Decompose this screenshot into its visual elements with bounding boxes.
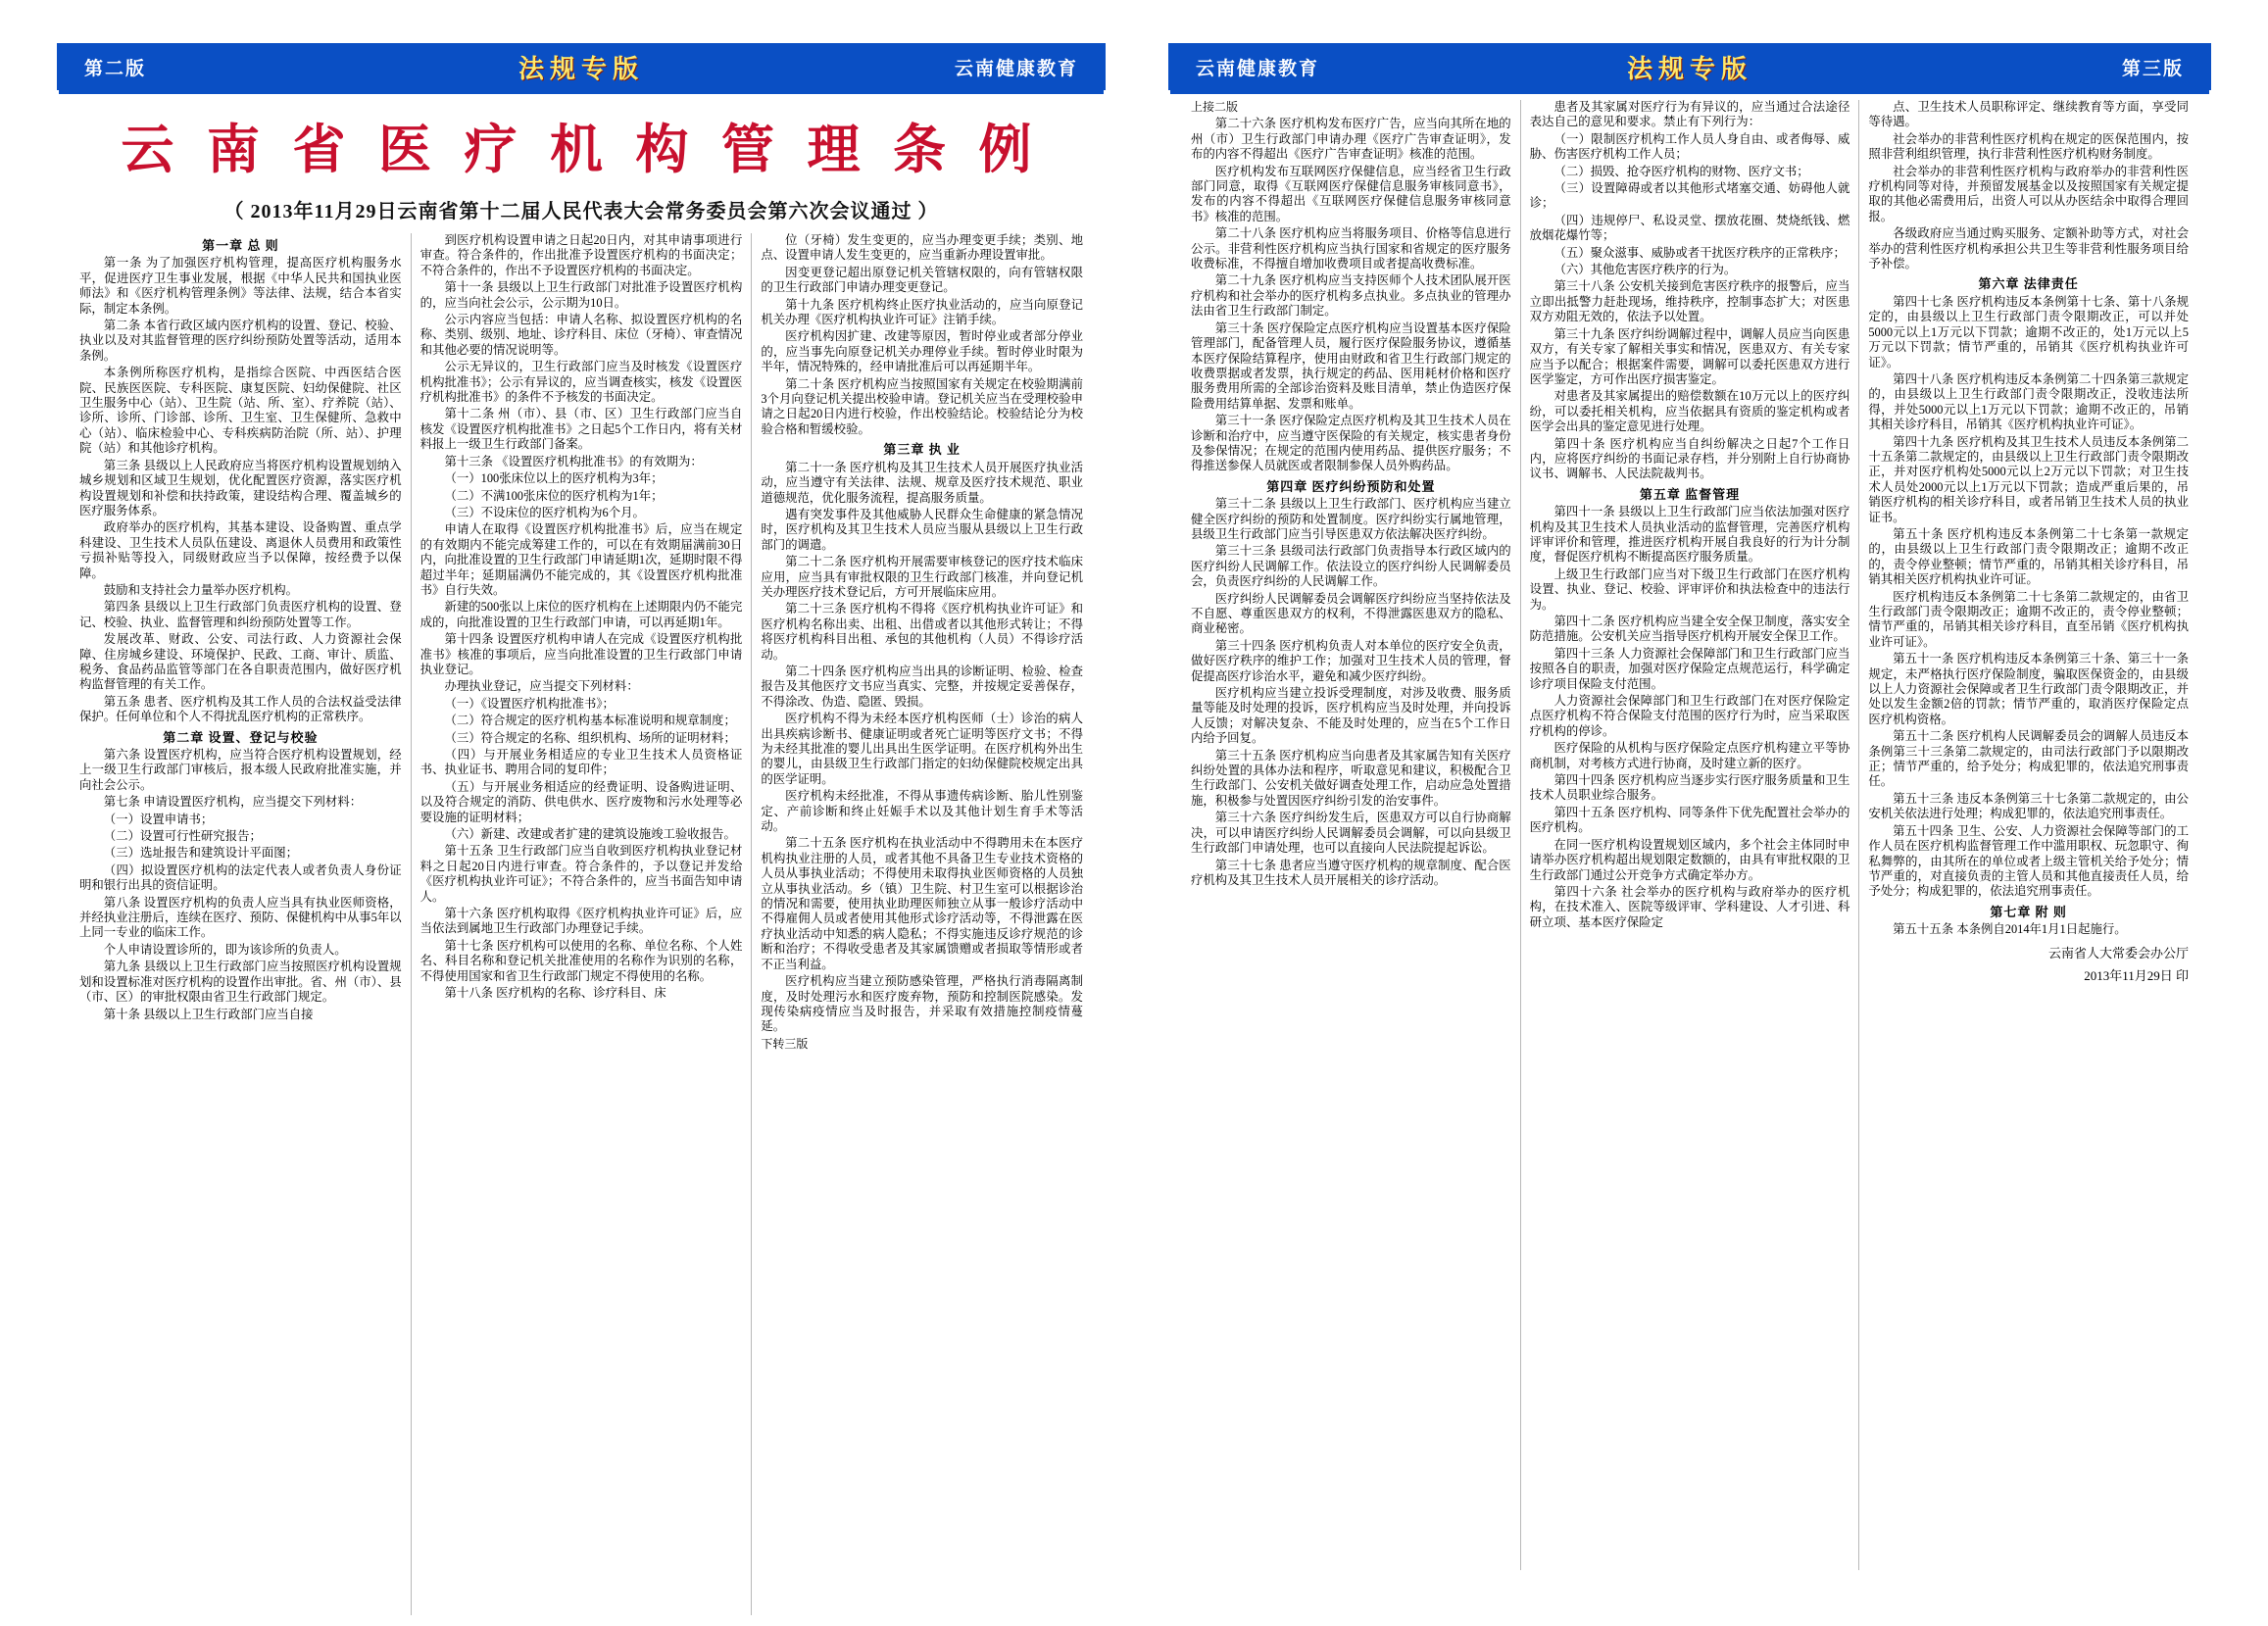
body-paragraph: 发展改革、财政、公安、司法行政、人力资源社会保障、住房城乡建设、环境保护、民政、工商、审计、质监、税务、食品药品监管等部门在各自职责范围内，做好医疗机构监督管理的有关工作。: [79, 632, 402, 692]
body-paragraph: 第十四条 设置医疗机构申请人在完成《设置医疗机构批准书》核准的事项后，应当向批准设置的卫生行政部门申请执业登记。: [419, 632, 743, 676]
body-paragraph: 第十二条 州（市）、县（市、区）卫生行政部门应当自核发《设置医疗机构批准书》之日起5个工作日内，将有关材料报上一级卫生行政部门备案。: [419, 407, 743, 452]
section-heading: 第七章 附 则: [1990, 904, 2067, 919]
body-paragraph: 个人申请设置诊所的，即为该诊所的负责人。: [103, 942, 347, 957]
body-paragraph: 医疗机构发布互联网医疗保健信息，应当经省卫生行政部门同意，取得《互联网医疗保健信息服务审核同意书》，发布的内容不得超出《互联网医疗保健信息服务审核同意书》核准的范围。: [1191, 164, 1511, 223]
body-paragraph: 对患者及其家属提出的赔偿数额在10万元以上的医疗纠纷，可以委托相关机构，应当依据具有资质的鉴定机构或者医学会出具的鉴定意见进行处理。: [1529, 389, 1850, 434]
body-paragraph: 新建的500张以上床位的医疗机构在上述期限内仍不能完成的，向批准设置的卫生行政部门申请，可以再延期1年。: [419, 600, 743, 629]
body-paragraph: 第二十条 医疗机构应当按照国家有关规定在校验期满前3个月向登记机关提出校验申请。登记机关应当在受理校验申请之日起20日内进行校验，作出校验结论。校验结论分为校验合格和暂缓校验。: [761, 376, 1084, 436]
body-paragraph: 社会举办的非营利性医疗机构在规定的医保范围内，按照非营利组织管理，执行非营利性医疗机构财务制度。: [1868, 131, 2190, 162]
body-paragraph: （四）拟设置医疗机构的法定代表人或者负责人身份证明和银行出具的资信证明。: [79, 862, 402, 893]
body-paragraph: 第三十一条 医疗保险定点医疗机构及其卫生技术人员在诊断和治疗中，应当遵守医保险的有关规定，核实患者身份及参保情况；在规定的范围内使用药品、提供医疗服务；不得推送参保人员就医或者限制参保人员外购药品。: [1191, 414, 1511, 473]
body-paragraph: （一）设置申请书；: [103, 812, 214, 826]
body-paragraph: 各级政府应当通过购买服务、定额补助等方式，对社会举办的营利性医疗机构承担公共卫生等非营利性服务项目给予补偿。: [1868, 226, 2190, 271]
body-paragraph: 第一条 为了加强医疗机构管理，提高医疗机构服务水平，促进医疗卫生事业发展，根据《中华人民共和国执业医师法》和《医疗机构管理条例》等法律、法规，结合本省实际，制定本条例。: [79, 256, 402, 316]
body-paragraph: 医疗机构应当建立预防感染管理，严格执行消毒隔离制度，及时处理污水和医疗废弃物，预防和控制医院感染。发现传染病疫情应当及时报告，并采取有效措施控制疫情蔓延。: [761, 974, 1084, 1034]
body-paragraph: （五）与开展业务相适应的经费证明、设备购进证明、以及符合规定的消防、供电供水、医疗废物和污水处理等必要设施的证明材料；: [419, 779, 743, 824]
body-paragraph: 第三十条 医疗保险定点医疗机构应当设置基本医疗保险管理部门，配备管理人员，履行医疗保险服务协议，遵循基本医疗保险结算程序，使用由财政和省卫生行政部门规定的收费票据或者发票，执行规定的药品、医用耗材价格和医疗服务费用所需的全部诊治资料及账目清单，禁止伪造医疗保险费用结算单据、发票和账单。: [1191, 320, 1511, 411]
body-paragraph: 云南省人大常委会办公厅: [2048, 945, 2190, 961]
body-paragraph: 第三十六条 医疗纠纷发生后，医患双方可以自行协商解决，可以申请医疗纠纷人民调解委员会调解，可以向县级卫生行政部门申请处理，也可以直接向人民法院提起诉讼。: [1191, 811, 1511, 856]
body-paragraph: （二）不满100张床位的医疗机构为1年；: [444, 488, 664, 503]
body-paragraph: 第十条 县级以上卫生行政部门应当自接: [103, 1007, 314, 1021]
body-paragraph: 遇有突发事件及其他威胁人民群众生命健康的紧急情况时，医疗机构及其卫生技术人员应当服从县级以上卫生行政部门的调遣。: [761, 507, 1084, 552]
body-paragraph: （一）100张床位以上的医疗机构为3年；: [444, 471, 664, 486]
body-paragraph: 点、卫生技术人员职称评定、继续教育等方面，享受同等待遇。: [1868, 100, 2190, 129]
body-paragraph: 第四十七条 医疗机构违反本条例第十七条、第十八条规定的，由县级以上卫生行政部门责令限期改正，可以并处5000元以上1万元以下罚款；逾期不改正的，处1万元以上5万元以下罚款；情节严重的，吊销其《医疗机构执业许可证》。: [1868, 294, 2190, 370]
body-paragraph: 第四十一条 县级以上卫生行政部门应当依法加强对医疗机构及其卫生技术人员执业活动的监督管理，完善医疗机构评审评价和管理，推进医疗机构开展自我良好的行为计分制度，督促医疗机构不断提高医疗服务质量。: [1529, 505, 1850, 565]
body-paragraph: 第四十三条 人力资源社会保障部门和卫生行政部门应当按照各自的职责，加强对医疗保险定点规范运行，科学确定诊疗项目保险支付范围。: [1529, 646, 1850, 691]
section-heading: 第一章 总 则: [202, 238, 279, 253]
section-heading: 第二章 设置、登记与校验: [163, 729, 319, 745]
body-paragraph: 第三十七条 患者应当遵守医疗机构的规章制度、配合医疗机构及其卫生技术人员开展相关的诊疗活动。: [1191, 858, 1511, 887]
body-paragraph: 医疗机构因扩建、改建等原因，暂时停业或者部分停业的，应当事先向原登记机关办理停业手续。暂时停业时限为半年，情况特殊的，经申请批准后可以再延期半年。: [761, 329, 1084, 374]
body-paragraph: 第十八条 医疗机构的名称、诊疗科目、床: [444, 986, 666, 1001]
body-paragraph: 医疗机构不得为未经本医疗机构医师（士）诊治的病人出具疾病诊断书、健康证明或者死亡证明等医疗文书；不得为未经其批准的婴儿出具出生医学证明。在医疗机构外出生的婴儿，由县级卫生行政部门指定的妇幼保健院校规定出具的医学证明。: [761, 712, 1084, 786]
body-paragraph: 第四十八条 医疗机构违反本条例第二十四条第三款规定的，由县级以上卫生行政部门责令限期改正，没收违法所得，并处5000元以上1万元以下罚款；逾期不改正的，吊销其相关诊疗科目，吊销其《医疗机构执业许可证》。: [1868, 371, 2190, 432]
left-sheet: [57, 43, 1106, 1590]
body-paragraph: 第二十六条 医疗机构发布医疗广告，应当向其所在地的州（市）卫生行政部门申请办理《医疗广告审查证明》，发布的内容不得超出《医疗广告审查证明》核准的范围。: [1191, 117, 1511, 162]
body-paragraph: 第四十六条 社会举办的医疗机构与政府举办的医疗机构，在技术准入、医院等级评审、学科建设、人才引进、科研立项、基本医疗保险定: [1529, 884, 1850, 929]
body-paragraph: 第二十三条 医疗机构不得将《医疗机构执业许可证》和医疗机构名称出卖、出租、出借或者以其他形式转让；不得将医疗机构科目出租、承包的其他机构（人员）不得诊疗活动。: [761, 602, 1084, 662]
section-heading: 第五章 监督管理: [1639, 486, 1741, 502]
body-paragraph: 医疗机构未经批准，不得从事遗传病诊断、胎儿性别鉴定、产前诊断和终止妊娠手术以及其他计划生育手术等活动。: [761, 789, 1084, 834]
section-heading: 第三章 执 业: [883, 442, 961, 458]
body-paragraph: 第十九条 医疗机构终止医疗执业活动的，应当向原登记机关办理《医疗机构执业许可证》注销手续。: [761, 297, 1084, 327]
left-column-3: [752, 233, 1092, 1615]
body-paragraph: 第十五条 卫生行政部门应当自收到医疗机构执业登记材料之日起20日内进行审查。符合条件的，予以登记并发给《医疗机构执业许可证》；不符合条件的，应当书面告知申请人。: [419, 844, 743, 904]
right-columns: [1168, 100, 2211, 1570]
body-paragraph: 第二条 本省行政区域内医疗机构的设置、登记、校验、执业以及对其监督管理的医疗纠纷预防处置等活动，适用本条例。: [79, 319, 402, 363]
body-paragraph: 第六条 设置医疗机构，应当符合医疗机构设置规划，经上一级卫生行政部门审核后，报本级人民政府批准实施，并向社会公示。: [79, 748, 402, 792]
right-edition-label: 第三版: [2121, 58, 2184, 79]
body-paragraph: 政府举办的医疗机构，其基本建设、设备购置、重点学科建设、卫生技术人员队伍建设、离退休人员费用和政策性亏损补贴等投入，同级财政应当予以保障，按经费予以保障。: [79, 520, 402, 580]
body-paragraph: 2013年11月29日 印: [2084, 967, 2190, 983]
body-paragraph: 申请人在取得《设置医疗机构批准书》后，应当在规定的有效期内不能完成筹建工作的，可以在有效期届满前30日内，向批准设置的卫生行政部门申请延期1次，延期时限不得超过半年；延期届满仍不能完成的，其《设置医疗机构批准书》自行失效。: [419, 522, 743, 597]
body-paragraph: （三）符合规定的名称、组织机构、场所的证明材料；: [444, 730, 736, 745]
body-paragraph: （三）不设床位的医疗机构为6个月。: [444, 505, 645, 519]
body-paragraph: 下转三版: [761, 1036, 809, 1051]
body-paragraph: 医疗机构违反本条例第二十七条第二款规定的，由省卫生行政部门责令限期改正；逾期不改正的，责令停业整顿；情节严重的，吊销其相关诊疗科目，直至吊销《医疗机构执业许可证》。: [1868, 589, 2190, 649]
body-paragraph: 办理执业登记，应当提交下列材料：: [444, 679, 639, 694]
left-edition-label: 第二版: [84, 58, 147, 79]
body-paragraph: 第四十九条 医疗机构及其卫生技术人员违反本条例第二十五条第二款规定的，由县级以上卫生行政部门责令限期改正，并对医疗机构处5000元以上2万元以下罚款；对卫生技术人员处2000元以上1万元以下罚款；造成严重后果的，吊销医疗机构的相关诊疗科目，或者吊销卫生技术人员的执业证书。: [1868, 434, 2190, 524]
body-paragraph: （二）符合规定的医疗机构基本标准说明和规章制度；: [444, 714, 736, 728]
body-paragraph: 上级卫生行政部门应当对下级卫生行政部门在医疗机构设置、执业、登记、校验、评审评价和执法检查中的违法行为。: [1529, 567, 1850, 612]
body-paragraph: （一）《设置医疗机构批准书》；: [444, 696, 615, 711]
body-paragraph: 在同一医疗机构设置规划区域内，多个社会主体同时申请举办医疗机构超出规划限定数额的，由具有审批权限的卫生行政部门通过公开竞争方式确定举办方。: [1529, 837, 1850, 882]
body-paragraph: 第四条 县级以上卫生行政部门负责医疗机构的设置、登记、校验、执业、监督管理和纠纷预防处置等工作。: [79, 600, 402, 629]
document-title: 云 南 省 医 疗 机 构 管 理 条 例: [121, 121, 1042, 179]
left-column-2: [412, 233, 753, 1615]
body-paragraph: 第五十二条 医疗机构人民调解委员会的调解人员违反本条例第三十三条第二款规定的，由司法行政部门予以限期改正；情节严重的，给予处分；构成犯罪的，依法追究刑事责任。: [1868, 729, 2190, 789]
body-paragraph: 第五十三条 违反本条例第三十七条第二款规定的，由公安机关依法进行处理；构成犯罪的，依法追究刑事责任。: [1868, 791, 2190, 821]
body-paragraph: 医疗纠纷人民调解委员会调解医疗纠纷应当坚持依法及不自愿、尊重医患双方的权利，不得泄露医患双方的隐私、商业秘密。: [1191, 591, 1511, 636]
body-paragraph: 第四十条 医疗机构应当自纠纷解决之日起7个工作日内，应将医疗纠纷的书面记录存档，并分别附上自行协商协议书、调解书、人民法院裁判书。: [1529, 436, 1850, 481]
body-paragraph: 第三十五条 医疗机构应当向患者及其家属告知有关医疗纠纷处置的具体办法和程序，听取意见和建议，积极配合卫生行政部门、公安机关做好调查处理工作，启动应急处置措施，积极参与处置因医疗纠纷引发的治安事件。: [1191, 748, 1511, 808]
right-column-3: [1859, 100, 2197, 1570]
right-column-1: [1182, 100, 1521, 1570]
left-masthead-title: 法规专版: [518, 53, 644, 83]
body-paragraph: （二）设置可行性研究报告；: [103, 829, 262, 844]
body-paragraph: 第三条 县级以上人民政府应当将医疗机构设置规划纳入城乡规划和区域卫生规划，优化配置医疗资源，落实医疗机构设置规划和补偿和扶持政策，建设结构合理、覆盖城乡的医疗服务体系。: [79, 458, 402, 517]
body-paragraph: （四）与开展业务相适应的专业卫生技术人员资格证书、执业证书、聘用合同的复印件；: [419, 748, 743, 777]
section-heading: 第四章 医疗纠纷预防和处置: [1266, 478, 1436, 494]
body-paragraph: （六）新建、改建或者扩建的建筑设施竣工验收报告。: [444, 827, 736, 842]
body-paragraph: 位（牙椅）发生变更的，应当办理变更手续；类别、地点、设置申请人发生变更的，应当重新办理设置审批。: [761, 233, 1084, 263]
body-paragraph: 医疗机构应当建立投诉受理制度，对涉及收费、服务质量等能及时处理的投诉，医疗机构应当及时处理，并向投诉人反馈；对解决复杂、不能及时处理的，应当在5个工作日内给予回复。: [1191, 686, 1511, 746]
body-paragraph: 第七条 申请设置医疗机构，应当提交下列材料：: [103, 795, 363, 810]
body-paragraph: 第九条 县级以上卫生行政部门应当按照医疗机构设置规划和设置标准对医疗机构的设置作出审批。省、州（市）、县（市、区）的审批权限由省卫生行政部门规定。: [79, 960, 402, 1005]
left-column-1: [71, 233, 412, 1615]
left-columns: [57, 233, 1106, 1615]
body-paragraph: 第二十八条 医疗机构应当将服务项目、价格等信息进行公示。非营利性医疗机构应当执行国家和省规定的医疗服务收费标准，不得擅自增加收费项目或者提高收费标准。: [1191, 226, 1511, 271]
body-paragraph: （一）限制医疗机构工作人员人身自由、或者侮辱、威胁、伤害医疗机构工作人员；: [1529, 131, 1850, 162]
body-paragraph: 第三十三条 县级司法行政部门负责指导本行政区域内的医疗纠纷人民调解工作。依法设立的医疗纠纷人民调解委员会，负责医疗纠纷的人民调解工作。: [1191, 544, 1511, 589]
body-paragraph: （二）损毁、抢夺医疗机构的财物、医疗文书；: [1553, 164, 1809, 178]
body-paragraph: 第十一条 县级以上卫生行政部门对批准予设置医疗机构的，应当向社会公示，公示期为10日。: [419, 280, 743, 310]
body-paragraph: （五）聚众滋事、威胁或者干扰医疗秩序的正常秩序；: [1553, 245, 1846, 260]
left-masthead: [57, 43, 1106, 90]
body-paragraph: 第五条 患者、医疗机构及其工作人员的合法权益受法律保护。任何单位和个人不得扰乱医疗机构的正常秩序。: [79, 694, 402, 724]
right-masthead-title: 法规专版: [1626, 53, 1752, 83]
body-paragraph: （六）其他危害医疗秩序的行为。: [1553, 263, 1737, 277]
body-paragraph: 第十三条 《设置医疗机构批准书》的有效期为：: [444, 454, 703, 468]
body-paragraph: 第三十四条 医疗机构负责人对本单位的医疗安全负责，做好医疗秩序的维护工作；加强对卫生技术人员的管理，督促提高医疗诊治水平，避免和减少医疗纠纷。: [1191, 638, 1511, 683]
body-paragraph: 因变更登记超出原登记机关管辖权限的，向有管辖权限的卫生行政部门申请办理变更登记。: [761, 265, 1084, 295]
body-paragraph: 第三十八条 公安机关接到危害医疗秩序的报警后，应当立即出抵警力赶赴现场，维持秩序，控制事态扩大；对医患双方劝阻无效的，依法予以处置。: [1529, 279, 1850, 324]
body-paragraph: 第四十四条 医疗机构应当逐步实行医疗服务质量和卫生技术人员职业综合服务。: [1529, 773, 1850, 803]
body-paragraph: 鼓励和支持社会力量举办医疗机构。: [103, 582, 299, 597]
document-subtitle: （ 2013年11月29日云南省第十二届人民代表大会常务委员会第六次会议通过 ）: [223, 201, 939, 222]
body-paragraph: 公示内容应当包括：申请人名称、拟设置医疗机构的名称、类别、级别、地址、诊疗科目、床位（牙椅）、审查情况和其他必要的情况说明等。: [419, 313, 743, 357]
body-paragraph: 第十七条 医疗机构可以使用的名称、单位名称、个人姓名、科目名称和登记机关批准使用的名称作为识别的名称，不得使用国家和省卫生行政部门规定不得使用的名称。: [419, 938, 743, 983]
body-paragraph: 患者及其家属对医疗行为有异议的，应当通过合法途径表达自己的意见和要求。禁止有下列行为：: [1529, 100, 1850, 129]
body-paragraph: 第二十九条 医疗机构应当支持医师个人技术团队展开医疗机构和社会举办的医疗机构多点执业。多点执业的管理办法由省卫生行政部门制定。: [1191, 273, 1511, 319]
body-paragraph: 公示无异议的，卫生行政部门应当及时核发《设置医疗机构批准书》；公示有异议的，应当调查核实，核发《设置医疗机构批准书》的条件不予核发的书面决定。: [419, 360, 743, 405]
body-paragraph: （三）设置障碍或者以其他形式堵塞交通、妨碍他人就诊；: [1529, 181, 1850, 211]
body-paragraph: 医疗保险的从机构与医疗保险定点医疗机构建立平等协商机制，对考核方式进行协商，及时建立新的医疗。: [1529, 741, 1850, 770]
body-paragraph: 第二十二条 医疗机构开展需要审核登记的医疗技术临床应用，应当具有审批权限的卫生行政部门核准，并向登记机关办理医疗技术登记后，方可开展临床应用。: [761, 555, 1084, 599]
right-publication-name: 云南健康教育: [1196, 58, 1320, 79]
right-masthead: [1168, 43, 2211, 90]
body-paragraph: 第四十二条 医疗机构应当建全安全保卫制度，落实安全防范措施。公安机关应当指导医疗机构开展安全保卫工作。: [1529, 615, 1850, 644]
body-paragraph: 第二十五条 医疗机构在执业活动中不得聘用未在本医疗机构执业注册的人员，或者其他不具备卫生专业技术资格的人员从事执业活动；不得使用未取得执业医师资格的人员独立从事执业活动。乡（镇）卫生院、村卫生室可以根据诊治的情况和需要，使用执业助理医师独立从事一般诊疗活动中不得雇佣人员或者使用其他形式诊疗活动等，不得泄露在医疗执业活动中知悉的病人隐私；不得实施违反诊疗规范的诊断和治疗；不得收受患者及其家属馈赠或者损取等情形或者不正当利益。: [761, 836, 1084, 971]
body-paragraph: （三）选址报告和建筑设计平面图；: [103, 846, 299, 861]
body-paragraph: 上接二版: [1191, 100, 1239, 114]
body-paragraph: 第五十一条 医疗机构违反本条例第三十条、第三十一条规定，未严格执行医疗保险制度，骗取医保资金的，由县级以上人力资源社会保障或者卫生行政部门责令限期改正，并处以发生金额2倍的罚款；情节严重的，取消医疗保险定点医疗机构资格。: [1868, 652, 2190, 726]
body-paragraph: 人力资源社会保障部门和卫生行政部门在对医疗保险定点医疗机构不符合保险支付范围的医疗行为时，应当采取医疗机构的停诊。: [1529, 694, 1850, 738]
body-paragraph: 第五十条 医疗机构违反本条例第二十七条第一款规定的，由县级以上卫生行政部门责令限期改正；逾期不改正的，责令停业整顿；情节严重的，吊销其相关诊疗科目，吊销其相关医疗机构执业许可证。: [1868, 526, 2190, 587]
body-paragraph: 第三十九条 医疗纠纷调解过程中，调解人员应当向医患双方，有关专家了解相关事实和情况，医患双方、有关专家应当予以配合；根据案件需要，调解可以委托医患双方进行医学鉴定，方可作出医疗损害鉴定。: [1529, 326, 1850, 386]
body-paragraph: 第八条 设置医疗机构的负责人应当具有执业医师资格，并经执业注册后，连续在医疗、预防、保健机构中从事5年以上同一专业的临床工作。: [79, 895, 402, 940]
body-paragraph: 本条例所称医疗机构，是指综合医院、中西医结合医院、民族医医院、专科医院、康复医院、妇幼保健院、社区卫生服务中心（站）、卫生院（站、所、室）、疗养院（站）、诊所、诊所、门诊部、诊所、卫生室、卫生保健所、急救中心（站）、临床检验中心、专科疾病防治院（所、站）、护理院（站）和其他诊疗机构。: [79, 366, 402, 456]
section-heading: 第六章 法律责任: [1978, 276, 2079, 292]
body-paragraph: 第十六条 医疗机构取得《医疗机构执业许可证》后，应当依法到属地卫生行政部门办理登记手续。: [419, 907, 743, 936]
body-paragraph: 第五十四条 卫生、公安、人力资源社会保障等部门的工作人员在医疗机构监督管理工作中滥用职权、玩忽职守、徇私舞弊的，由其所在的单位或者上级主管机关给予处分；情节严重的，对直接负责的主管人员和其他直接责任人员，给予处分；构成犯罪的，依法追究刑事责任。: [1868, 823, 2190, 899]
body-paragraph: 到医疗机构设置申请之日起20日内，对其申请事项进行审查。符合条件的，作出批准予设置医疗机构的书面决定；不符合条件的，作出不予设置医疗机构的书面决定。: [419, 233, 743, 277]
body-paragraph: 第二十四条 医疗机构应当出具的诊断证明、检验、检查报告及其他医疗文书应当真实、完整，并按规定妥善保存，不得涂改、伪造、隐匿、毁损。: [761, 664, 1084, 709]
body-paragraph: 第三十二条 县级以上卫生行政部门、医疗机构应当建立健全医疗纠纷的预防和处置制度。医疗纠纷实行属地管理，县级卫生行政部门应当引导医患双方依法解决医疗纠纷。: [1191, 497, 1511, 541]
body-paragraph: （四）违规停尸、私设灵堂、摆放花圈、焚烧纸钱、燃放烟花爆竹等；: [1529, 213, 1850, 243]
body-paragraph: 社会举办的非营利性医疗机构与政府举办的非营利性医疗机构同等对待，并预留发展基金以及按照国家有关规定提取的其他必需费用后，出资人可以从办医结余中取得合理回报。: [1868, 164, 2190, 223]
body-paragraph: 第四十五条 医疗机构、同等条件下优先配置社会举办的医疗机构。: [1529, 805, 1850, 835]
body-paragraph: 第二十一条 医疗机构及其卫生技术人员开展医疗执业活动，应当遵守有关法律、法规、规章及医疗技术规范、职业道德规范，优化服务流程，提高服务质量。: [761, 460, 1084, 505]
right-sheet: [1168, 43, 2211, 1590]
right-column-2: [1521, 100, 1860, 1570]
body-paragraph: 第五十五条 本条例自2014年1月1日起施行。: [1893, 922, 2127, 937]
left-publication-name: 云南健康教育: [954, 58, 1078, 79]
